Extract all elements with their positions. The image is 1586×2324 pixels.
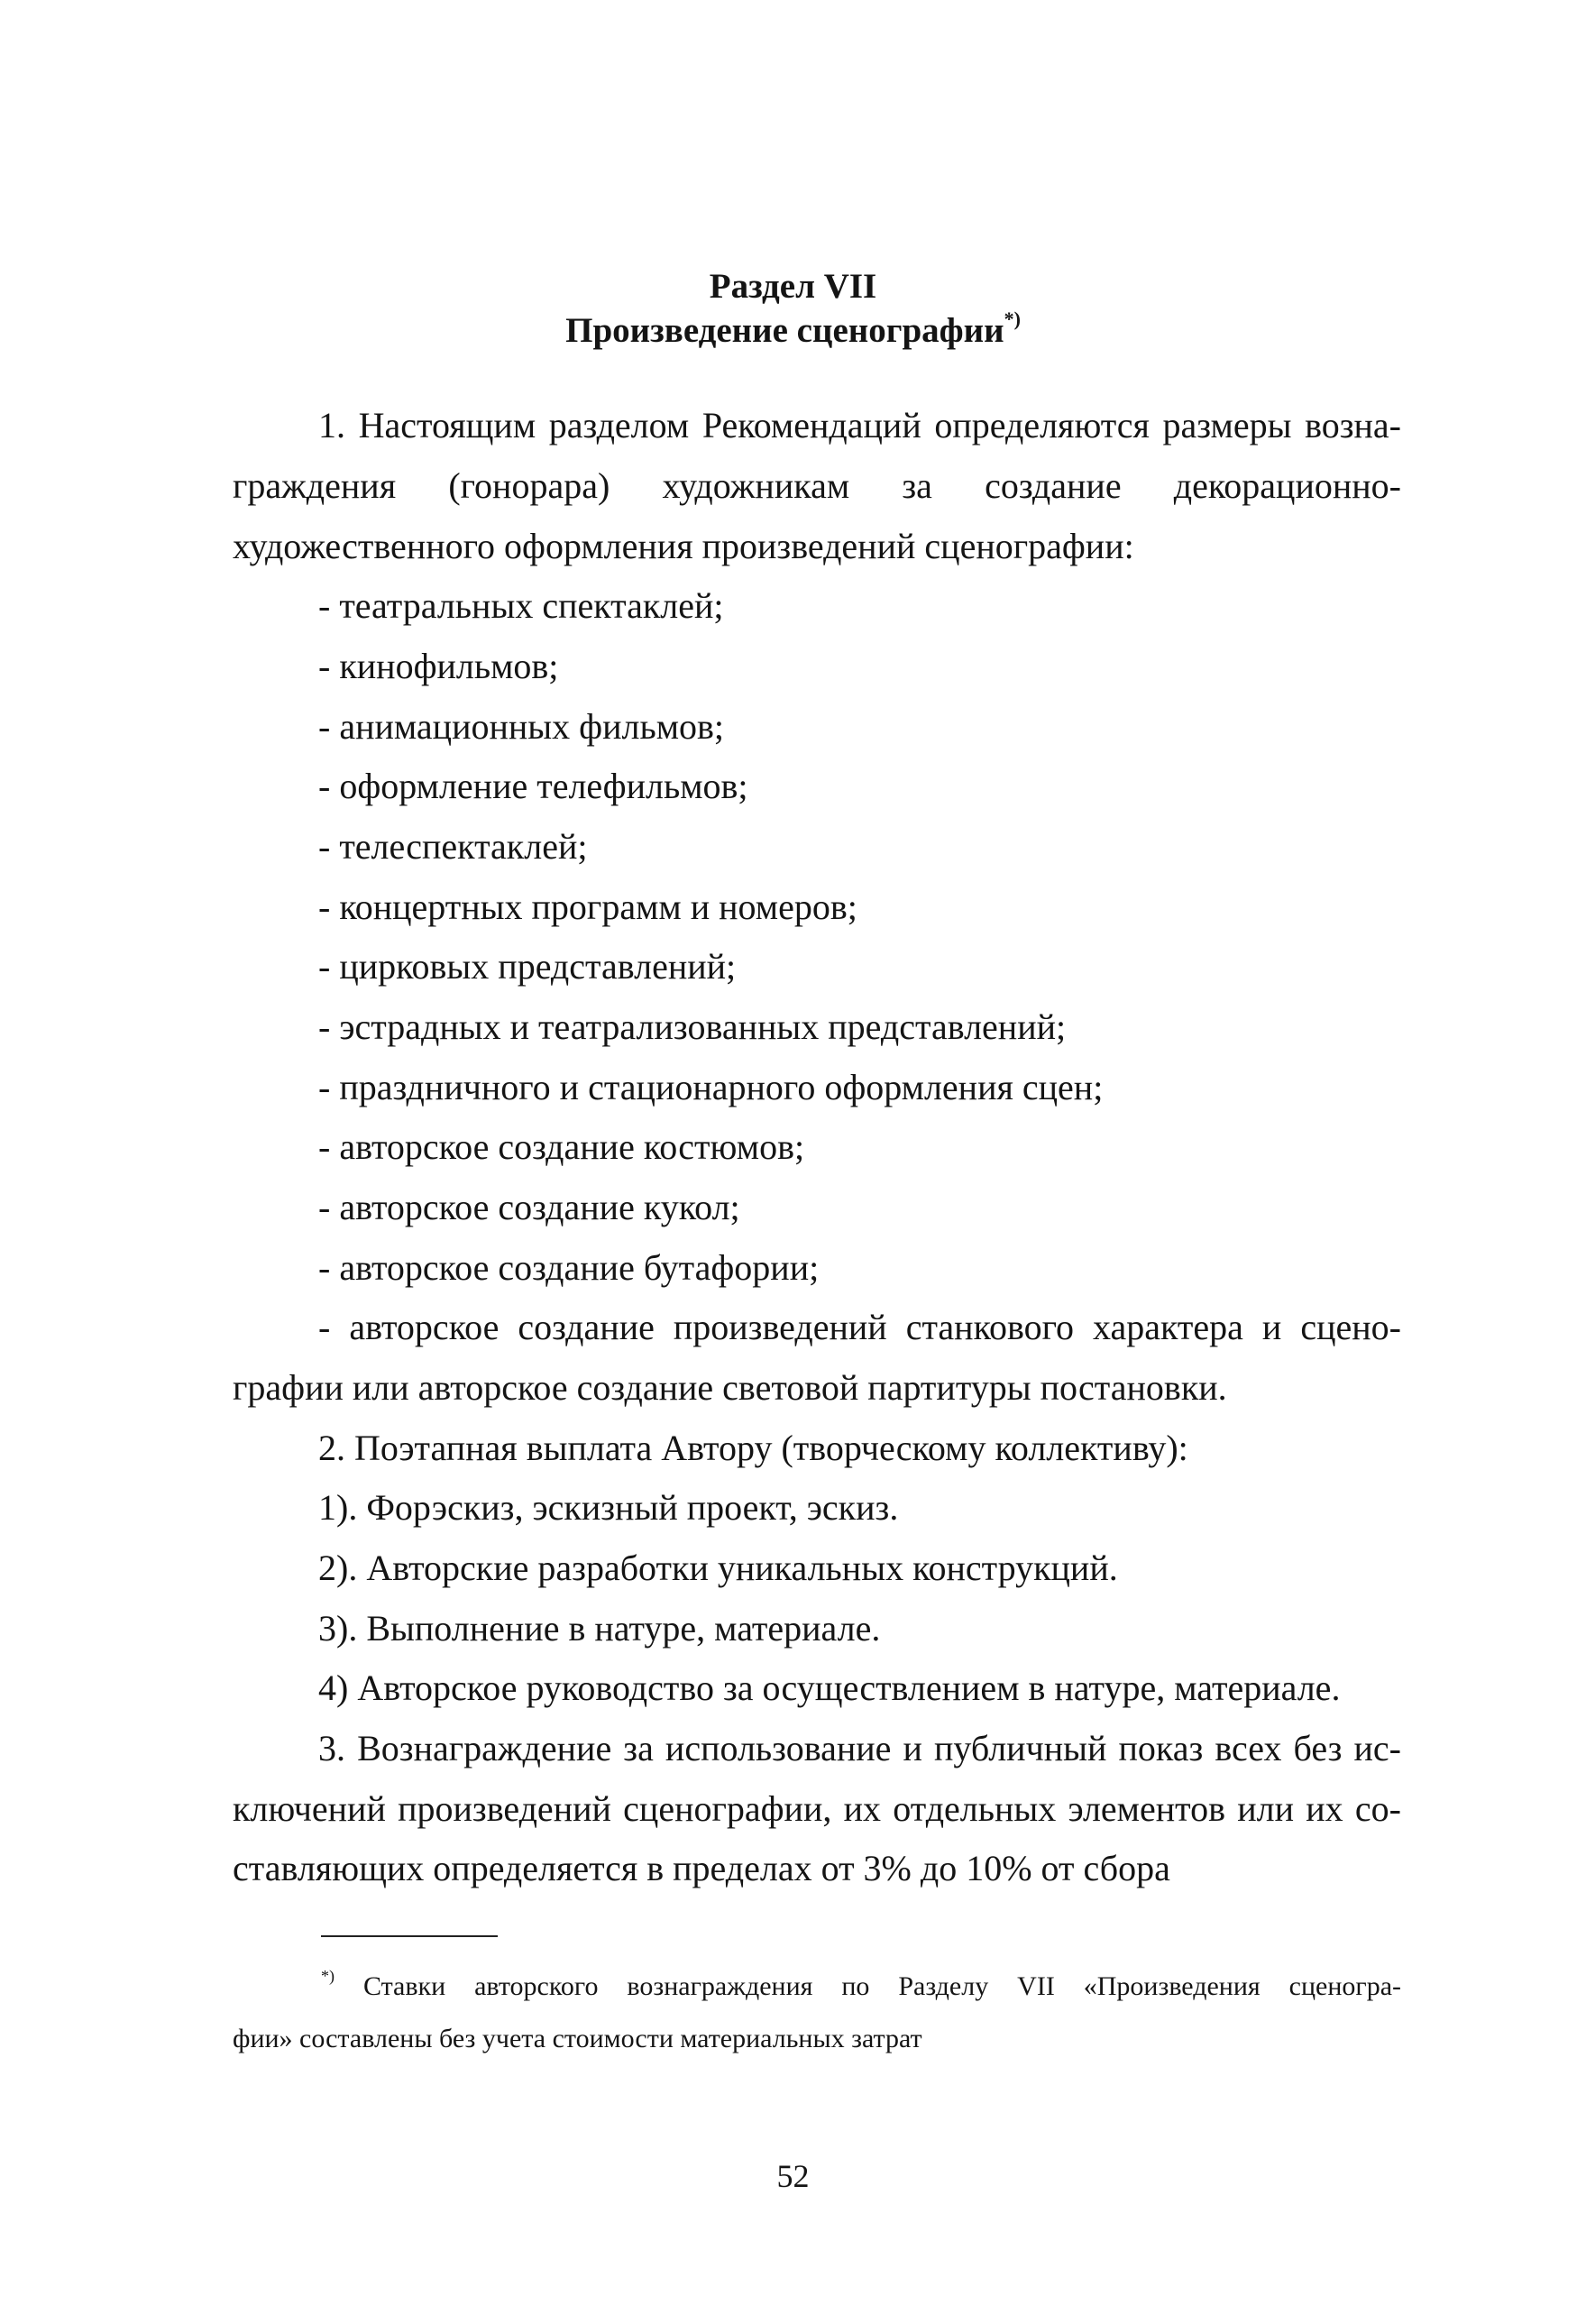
page-number: 52 (776, 2158, 810, 2194)
stage-item: 3). Выполнение в натуре, материале. (318, 1608, 881, 1649)
list-item: - театральных спектаклей; (318, 585, 724, 626)
stage-item: 1). Форэскиз, эскизный проект, эскиз. (318, 1487, 899, 1528)
body-line: граждения (гонорара) художникам за создание декорационно- (233, 465, 1401, 506)
body-line: 3. Вознаграждение за использование и публичный показ всех без ис- (318, 1728, 1401, 1768)
list-item: - авторское создание кукол; (318, 1187, 740, 1227)
body-line: графии или авторское создание световой партитуры постановки. (233, 1367, 1227, 1408)
footnote-line: фии» составлены без учета стоимости материальных затрат (233, 2024, 922, 2053)
list-item: - анимационных фильмов; (318, 706, 725, 747)
body-line: ключений произведений сценографии, их отдельных элементов или их со- (233, 1788, 1401, 1829)
list-item: - авторское создание костюмов; (318, 1126, 805, 1167)
list-item: - цирковых представлений; (318, 946, 737, 987)
body-line: 2. Поэтапная выплата Автору (творческому коллективу): (318, 1428, 1188, 1468)
footnote-line (321, 1967, 1402, 2001)
list-item: - концертных программ и номеров; (318, 886, 857, 927)
stage-item: 2). Авторские разработки уникальных конструкций. (318, 1548, 1118, 1588)
footnote-text: Ставки авторского вознаграждения по Разделу VII «Произведения сценогра- (362, 1971, 1402, 2001)
list-item: - праздничного и стационарного оформления сцен; (318, 1067, 1104, 1107)
stage-item: 4) Авторское руководство за осуществлением в натуре, материале. (318, 1667, 1341, 1708)
list-item: - авторское создание произведений станкового характера и сцено- (318, 1307, 1401, 1347)
list-item: - телеспектаклей; (318, 826, 588, 867)
section-title (0, 308, 1586, 350)
list-item: - эстрадных и театрализованных представлений; (318, 1006, 1067, 1047)
section-title-footnote-mark: *) (1004, 308, 1021, 330)
body-line: ставляющих определяется в пределах от 3% до 10% от сбора (233, 1848, 1170, 1888)
list-item: - оформление телефильмов; (318, 766, 748, 806)
footnote-separator (321, 1935, 498, 1937)
body-line: художественного оформления произведений сценографии: (233, 526, 1134, 566)
footnote-mark: *) (321, 1967, 335, 1985)
list-item: - авторское создание бутафории; (318, 1247, 820, 1288)
list-item: - кинофильмов; (318, 646, 559, 686)
body-line: 1. Настоящим разделом Рекомендаций определяются размеры возна- (318, 405, 1401, 446)
section-title-text: Произведение сценографии (565, 311, 1004, 350)
section-number: Раздел VII (709, 267, 877, 306)
